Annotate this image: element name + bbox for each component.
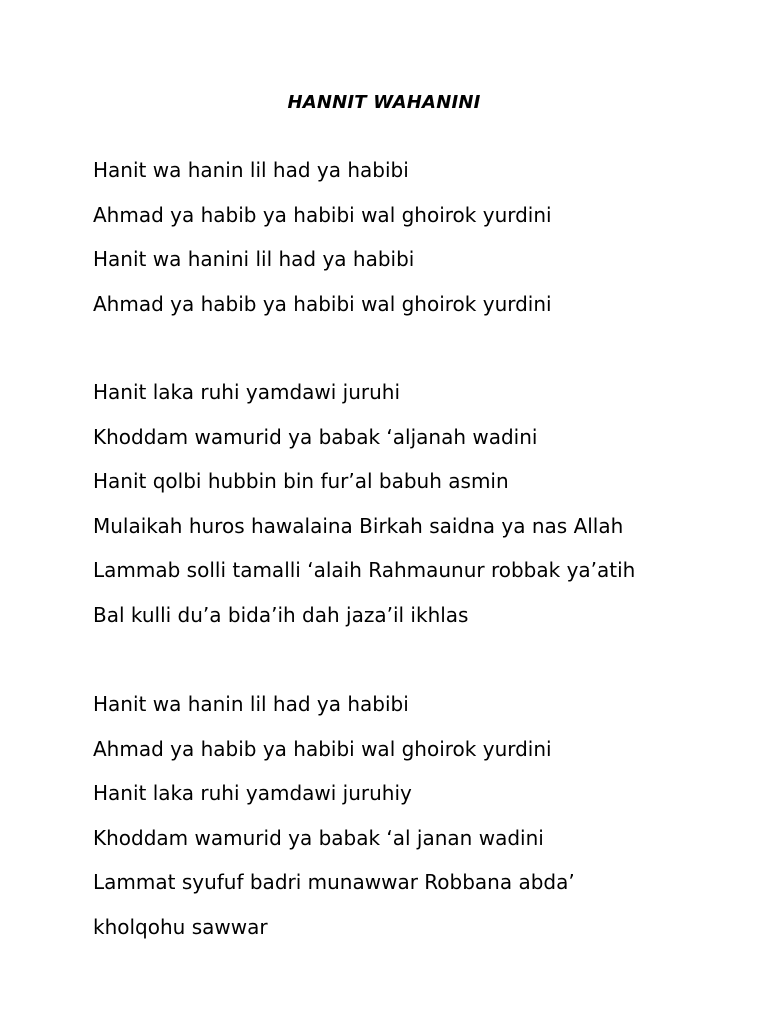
lyric-line: Lammab solli tamalli ‘alaih Rahmaunur robbak ya’atih <box>93 558 636 582</box>
lyric-line: Hanit laka ruhi yamdawi juruhiy <box>93 781 412 805</box>
stanza-3 <box>93 682 733 949</box>
lyric-line: Mulaikah huros hawalaina Birkah saidna ya nas Allah <box>93 513 624 538</box>
lyric-line: Ahmad ya habib ya habibi wal ghoirok yurdini <box>93 291 552 316</box>
lyric-line: kholqohu sawwar <box>93 914 268 939</box>
lyric-line: Hanit wa hanin lil had ya habibi <box>93 692 409 716</box>
stanza-2 <box>93 370 733 637</box>
lyric-line: Hanit qolbi hubbin bin fur’al babuh asmin <box>93 469 509 493</box>
lyric-line: Khoddam wamurid ya babak ‘al janan wadini <box>93 825 544 850</box>
lyric-line: Hanit wa hanin lil had ya habibi <box>93 158 409 182</box>
lyric-line: Lammat syufuf badri munawwar Robbana abda’ <box>93 870 575 894</box>
stanza-1 <box>93 148 733 326</box>
lyric-line: Ahmad ya habib ya habibi wal ghoirok yurdini <box>93 202 552 227</box>
lyric-line: Hanit laka ruhi yamdawi juruhi <box>93 380 401 404</box>
lyric-line: Bal kulli du’a bida’ih dah jaza’il ikhlas <box>93 602 469 627</box>
lyric-line: Hanit wa hanini lil had ya habibi <box>93 247 415 271</box>
page-title: HANNIT WAHANINI <box>287 92 481 113</box>
lyric-line: Khoddam wamurid ya babak ‘aljanah wadini <box>93 424 538 449</box>
lyric-line: Ahmad ya habib ya habibi wal ghoirok yurdini <box>93 736 552 761</box>
